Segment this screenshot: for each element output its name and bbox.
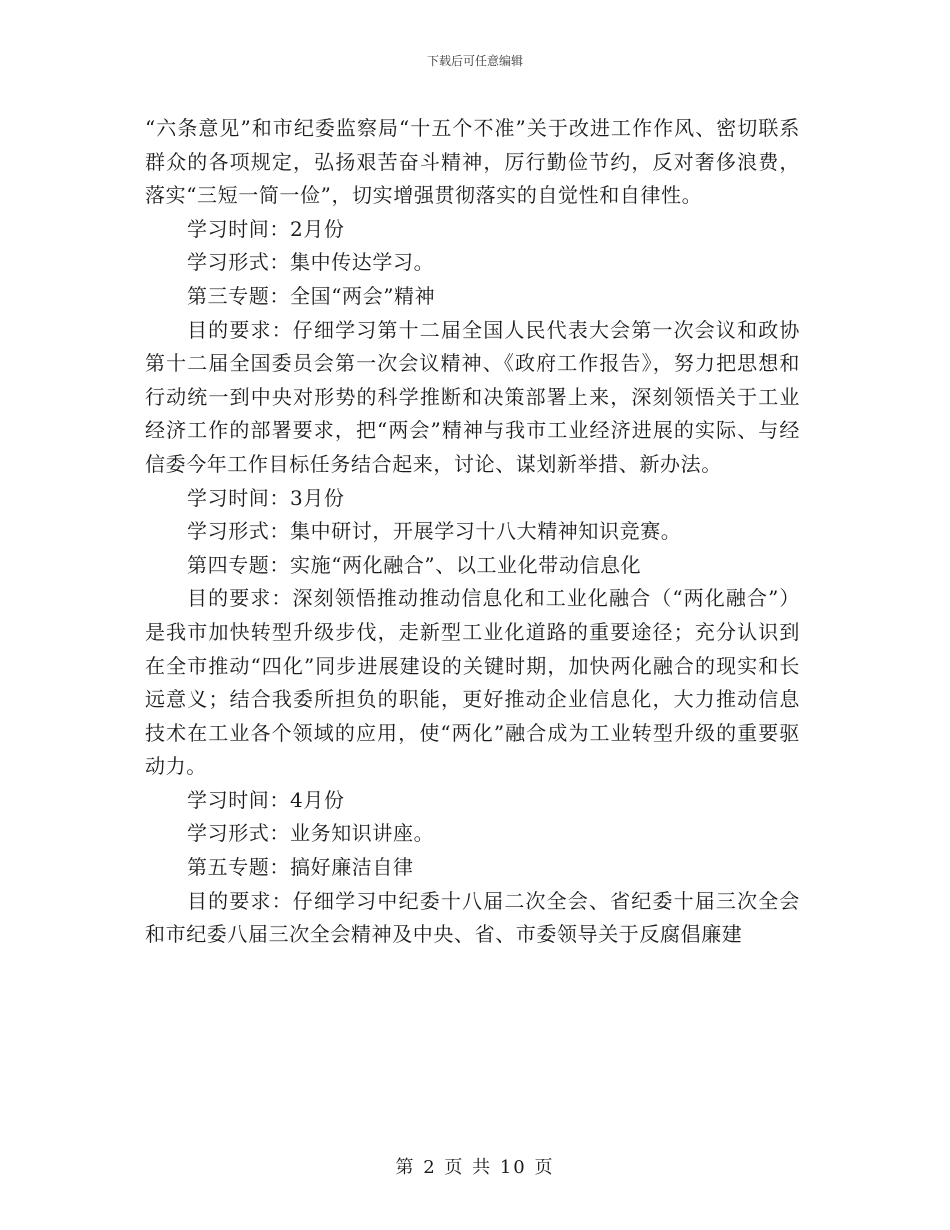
topic-heading: 第三专题：全国“两会”精神 bbox=[187, 283, 436, 308]
page-number: 第 2 页 共 10 页 bbox=[395, 1157, 555, 1178]
document-body bbox=[145, 112, 800, 952]
study-time: 学习时间：2月份 bbox=[187, 216, 345, 241]
topic-heading: 第四专题：实施“两化融合”、以工业化带动信息化 bbox=[187, 552, 642, 577]
paragraph: 目的要求：仔细学习中纪委十八届二次全会、省纪委十届三次全会和市纪委八届三次全会精神及中央、省、市委领导关于反腐倡廉建 bbox=[145, 888, 800, 947]
page-header: 下载后可任意编辑 bbox=[426, 54, 523, 68]
study-time: 学习时间：4月份 bbox=[187, 787, 345, 812]
study-form: 学习形式：集中传达学习。 bbox=[187, 250, 435, 275]
study-form: 学习形式：集中研讨，开展学习十八大精神知识竞赛。 bbox=[187, 519, 682, 544]
study-form: 学习形式：业务知识讲座。 bbox=[187, 821, 435, 846]
topic-heading: 第五专题：搞好廉洁自律 bbox=[187, 855, 414, 880]
paragraph: “六条意见”和市纪委监察局“十五个不准”关于改进工作作风、密切联系群众的各项规定，弘扬艰苦奋斗精神，厉行勤俭节约，反对奢侈浪费，落实“三短一简一俭”，切实增强贯彻落实的自觉性和自律性。 bbox=[145, 116, 800, 208]
study-time: 学习时间：3月份 bbox=[187, 485, 345, 510]
paragraph: 目的要求：深刻领悟推动推动信息化和工业化融合（“两化融合”）是我市加快转型升级步伐，走新型工业化道路的重要途径；充分认识到在全市推动“四化”同步进展建设的关键时期，加快两化融合的现实和长远意义；结合我委所担负的职能，更好推动企业信息化，大力推动信息技术在工业各个领域的应用，使“两化”融合成为工业转型升级的重要驱动力。 bbox=[145, 586, 800, 779]
paragraph: 目的要求：仔细学习第十二届全国人民代表大会第一次会议和政协第十二届全国委员会第一次会议精神、《政府工作报告》，努力把思想和行动统一到中央对形势的科学推断和决策部署上来，深刻领悟关于工业经济工作的部署要求，把“两会”精神与我市工业经济进展的实际、与经信委今年工作目标任务结合起来，讨论、谋划新举措、新办法。 bbox=[145, 317, 800, 476]
